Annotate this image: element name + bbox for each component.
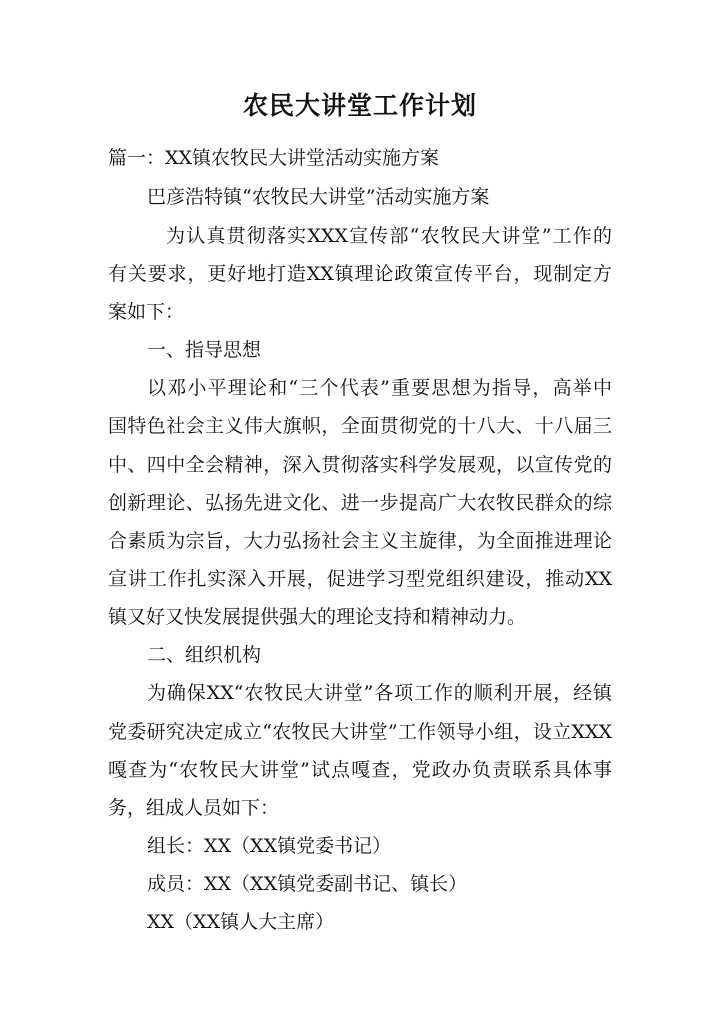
subtitle-line: 巴彦浩特镇“农牧民大讲堂”活动实施方案	[147, 186, 490, 208]
paragraph-line: 嘎查为“农牧民大讲堂”试点嘎查，党政办负责联系具体事	[108, 759, 612, 781]
paragraph-line: 务，组成人员如下：	[108, 797, 280, 819]
member-line: XX（XX镇人大主席）	[147, 911, 335, 933]
paragraph-line: 为认真贯彻落实XXX宣传部“农牧民大讲堂”工作的	[166, 225, 612, 247]
paragraph-line: 宣讲工作扎实深入开展，促进学习型党组织建设，推动XX	[108, 568, 612, 590]
paragraph-line: 国特色社会主义伟大旗帜，全面贯彻党的十八大、十八届三	[108, 415, 612, 437]
paragraph-line: 镇又好又快发展提供强大的理论支持和精神动力。	[108, 606, 527, 628]
paragraph-line: 有关要求，更好地打造XX镇理论政策宣传平台，现制定方	[108, 263, 612, 285]
section-heading: 二、组织机构	[147, 644, 262, 666]
paragraph-line: 合素质为宗旨，大力弘扬社会主义主旋律，为全面推进理论	[108, 530, 612, 552]
paragraph-line: 以邓小平理论和“三个代表”重要思想为指导，高举中	[147, 377, 612, 399]
member-line: 组长：XX（XX镇党委书记）	[147, 835, 392, 857]
document-title: 农民大讲堂工作计划	[242, 91, 477, 120]
paragraph-line: 案如下：	[108, 301, 185, 323]
section-heading: 一、指导思想	[147, 339, 262, 361]
paragraph-line: 为确保XX“农牧民大讲堂”各项工作的顺利开展，经镇	[147, 682, 612, 704]
section-heading: 篇一：XX镇农牧民大讲堂活动实施方案	[108, 147, 440, 169]
paragraph-line: 党委研究决定成立“农牧民大讲堂”工作领导小组，设立XXX	[108, 721, 612, 743]
paragraph-line: 中、四中全会精神，深入贯彻落实科学发展观，以宣传党的	[108, 454, 612, 476]
paragraph-line: 创新理论、弘扬先进文化、进一步提高广大农牧民群众的综	[108, 492, 612, 514]
member-line: 成员：XX（XX镇党委副书记、镇长）	[147, 873, 468, 895]
